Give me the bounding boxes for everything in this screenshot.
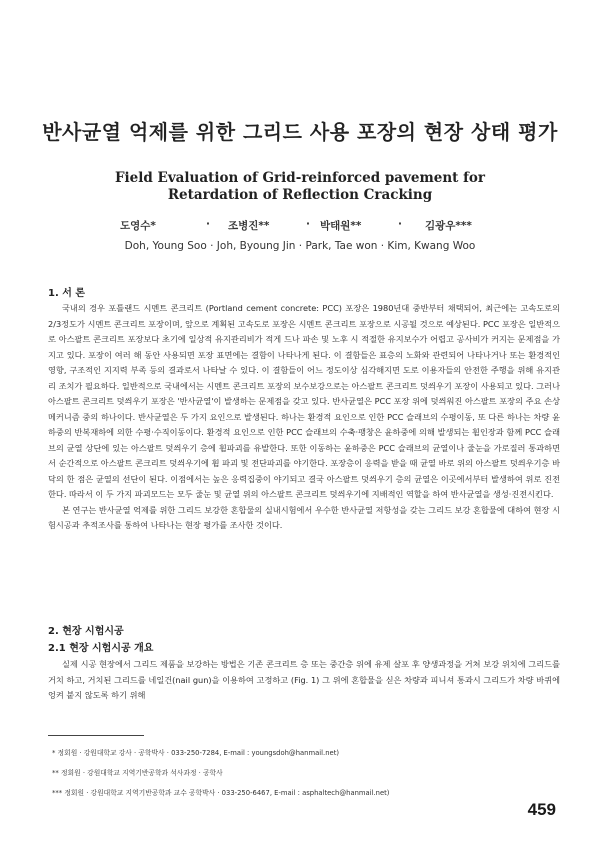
section-2-1-heading: 2.1 현장 시험시공 개요 [48, 643, 154, 654]
section-1-paragraph-1: 국내의 경우 포틀랜드 시멘트 콘크리트 (Portland cement concrete: PCC) 포장은 1980년대 중반부터 채택되어, 최근에는 고속도로의 2/3정도가 시멘트 콘크리트 포장이며, 앞으로 계획된 고속도로 포장은 시멘트 콘크리트 포장으로 시공될 것으로 예상된다. PCC 포장은 일반적으로 아스팔트 콘크리트 포장보다 초기에 일상적 유지관리비가 적게 드나 파손 및 노후 시 적절한 유지보수가 어렵고 공사비가 커지는 문제점을 가지고 있다. 포장이 여러 해 동안 사용되면 포장 표면에는 결함이 나타나게 된다. 이 결함들은 표층의 노화와 관련되어 나타나거나 또는 환경적인 영향, 구조적인 지지력 부족 등의 결과로서 나타날 수 있다. 이 결함들이 어느 정도이상 심각해지면 도로 이용자들의 안전한 주행을 위해 유지관리 조치가 필요하다. 일반적으로 국내에서는 시멘트 콘크리트 포장의 보수보강으로는 아스팔트 콘크리트 덧씌우기 포장이 사용되고 있다. 그러나 아스팔트 콘크리트 덧씌우기 포장은 '반사균열'이 발생하는 문제점을 갖고 있다. 반사균열은 PCC 포장 위에 덧씌워진 아스팔트 포장의 주요 손상 메커니즘 중의 하나이다. 반사균열은 두 가지 요인으로 발생된다. 하나는 환경적 요인으로 인한 PCC 슬래브의 수평이동, 또 다른 하나는 차량 윤하중의 반복재하에 의한 수평·수직이동이다. 환경적 요인으로 인한 PCC 슬래브의 수축·팽창은 윤하중에 의해 발생되는 휨인장과 함께 PCC 슬래브의 균열 상단에 있는 아스팔트 덧씌우기 층에 휨파괴를 유발한다. 또한 이동하는 윤하중은 PCC 슬래브의 균열이나 줄눈을 가로질러 통과하면서 순간적으로 아스팔트 콘크리트 덧씌우기에 휨 파괴 및 전단파괴를 야기한다. 포장층이 응력을 받을 때 균열 바로 위의 아스팔트 덧씌우기층 바닥의 한 점은 균열의 선단이 된다. 이점에서는 높은 응력집중이 야기되고 결국 아스팔트 덧씌우기 층의 균열은 이곳에서부터 발생하여 위로 진전한다. 따라서 이 두 가지 파괴모드는 모두 줄눈 및 균열 위의 아스팔트 콘크리트 덧씌우기에 지배적인 역할을 하여 반사균열을 생성·진전시킨다. [48, 303, 560, 499]
title-korean: 반사균열 억제를 위한 그리드 사용 포장의 현장 상태 평가 [42, 120, 558, 144]
section-2-heading: 2. 현장 시험시공 [48, 626, 124, 637]
author-3-ko: 박태원** [320, 220, 362, 232]
section-1-body [48, 301, 560, 534]
footnote-3: *** 정회원 · 강원대학교 지역기반공학과 교수 공학박사 · 033-250-6467, E-mail : asphaltech@hanmail.net) [52, 789, 390, 797]
author-2-ko: 조병진** [228, 220, 270, 232]
author-4-ko: 김광우*** [425, 220, 472, 232]
section-2-paragraph-1: 실제 시공 현장에서 그리드 제품을 보강하는 방법은 기존 콘크리트 층 또는 중간층 위에 유제 살포 후 양생과정을 거쳐 보강 위치에 그리드를 거치 하고, 거치된 그리드를 네일건(nail gun)을 이용하여 고정하고 (Fig. 1) 그 위에 혼합물을 싣은 차량과 피니셔 통과시 그리드가 차량 바퀴에 엉켜 붙지 않도록 하기 위해 [48, 659, 560, 700]
section-1-heading: 1. 서 론 [48, 288, 86, 299]
author-1-ko: 도영수* [120, 220, 156, 232]
page-number: 459 [527, 800, 556, 819]
footnote-divider [48, 735, 144, 736]
footnote-2: ** 정회원 · 강원대학교 지역기반공학과 석사과정 · 공학사 [52, 769, 223, 777]
author-separator: · [306, 218, 310, 230]
authors-korean [0, 218, 600, 234]
title-english: Field Evaluation of Grid-reinforced pavement for Retardation of Reflection Cracking [114, 170, 486, 203]
author-separator: · [398, 218, 402, 230]
section-1-paragraph-2: 본 연구는 반사균열 억제를 위한 그리드 보강한 혼합물의 실내시험에서 우수한 반사균열 저항성을 갖는 그리드 보강 혼합물에 대하여 현장 시험시공과 추적조사를 통하여 나타나는 현장 평가를 조사한 것이다. [48, 504, 560, 530]
section-2-body [48, 657, 560, 704]
authors-english: Doh, Young Soo · Joh, Byoung Jin · Park, Tae won · Kim, Kwang Woo [124, 240, 476, 252]
author-separator: · [206, 218, 210, 230]
footnote-1: * 정회원 · 강원대학교 강사 · 공학박사 · 033-250-7284, E-mail : youngsdoh@hanmail.net) [52, 749, 340, 757]
